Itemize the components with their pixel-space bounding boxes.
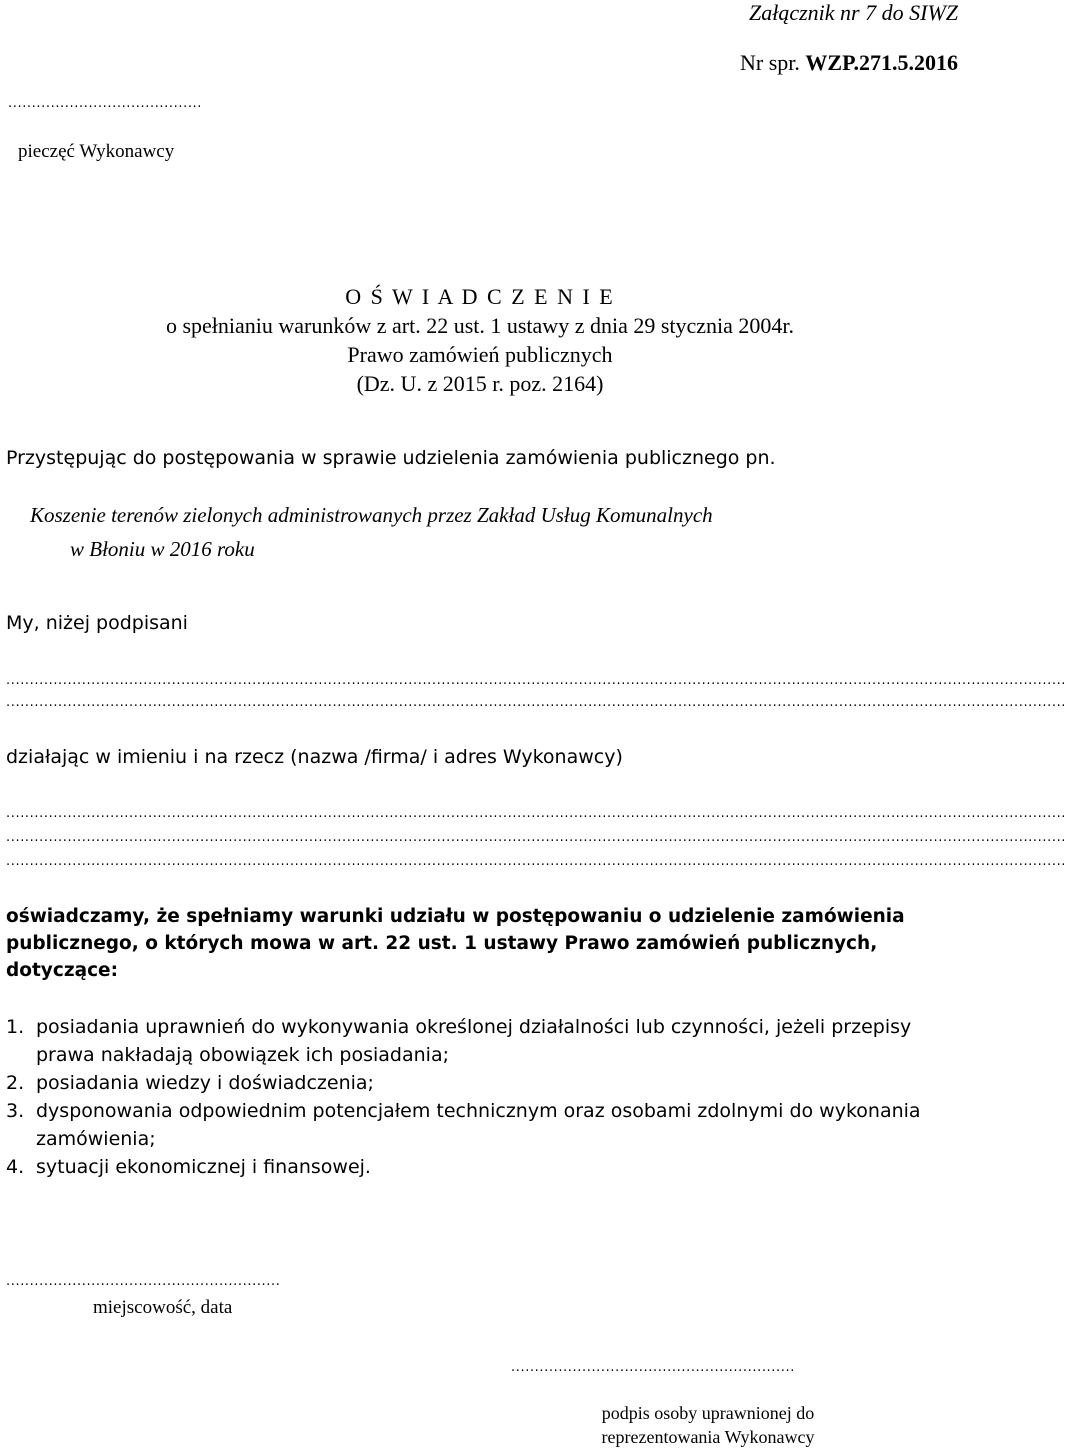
contractor-field-line-2[interactable]: ................................................................................................................................................................................................................................ <box>6 830 1066 845</box>
signatories-label: My, niżej podpisani <box>6 612 188 634</box>
place-date-label: miejscowość, data <box>93 1297 233 1318</box>
condition-item <box>6 1097 946 1153</box>
stamp-label: pieczęć Wykonawcy <box>18 141 175 162</box>
signature-field[interactable]: ............................................................ <box>511 1360 795 1375</box>
condition-number: 2. <box>6 1072 25 1094</box>
condition-text: dysponowania odpowiednim potencjałem technicznym oraz osobami zdolnymi do wykonania zamówienia; <box>36 1100 921 1150</box>
case-reference-number: WZP.271.5.2016 <box>805 50 958 75</box>
condition-number: 1. <box>6 1016 25 1038</box>
title-statute-line: o spełnianiu warunków z art. 22 ust. 1 ustawy z dnia 29 stycznia 2004r. <box>165 313 795 338</box>
condition-text: posiadania uprawnień do wykonywania określonej działalności lub czynności, jeżeli przepisy prawa nakładają obowiązek ich posiadania; <box>36 1016 912 1066</box>
document-title: O Ś W I A D C Z E N I E <box>345 284 615 309</box>
condition-number: 3. <box>6 1100 25 1122</box>
contractor-field-line-1[interactable]: ................................................................................................................................................................................................................................ <box>6 806 1066 821</box>
signature-label-line-1: podpis osoby uprawnionej do <box>601 1403 815 1423</box>
document-title-block <box>0 282 960 398</box>
condition-text: posiadania wiedzy i doświadczenia; <box>36 1072 374 1094</box>
condition-item <box>6 1069 946 1097</box>
signature-label <box>582 1401 834 1449</box>
stamp-dotted-line: ......................................... <box>8 96 203 111</box>
signatories-field-line-2[interactable]: ................................................................................................................................................................................................................................ <box>6 695 1066 710</box>
attachment-label: Załącznik nr 7 do SIWZ <box>749 0 958 25</box>
acting-on-behalf-label: działając w imieniu i na rzecz (nazwa /firma/ i adres Wykonawcy) <box>6 746 623 768</box>
title-journal-ref: (Dz. U. z 2015 r. poz. 2164) <box>356 371 604 396</box>
condition-item <box>6 1153 946 1181</box>
signatories-field-line-1[interactable]: ................................................................................................................................................................................................................................ <box>6 673 1066 688</box>
intro-text: Przystępując do postępowania w sprawie udzielenia zamówienia publicznego pn. <box>6 447 776 469</box>
declaration-text: oświadczamy, że spełniamy warunki udziału w postępowaniu o udzielenie zamówienia publicznego, o których mowa w art. 22 ust. 1 ustawy Prawo zamówień publicznych, dotyczące: <box>6 906 905 981</box>
signature-label-line-2: reprezentowania Wykonawcy <box>601 1427 815 1447</box>
subject-line-1: Koszenie terenów zielonych administrowanych przez Zakład Usług Komunalnych <box>30 503 713 527</box>
title-law-name: Prawo zamówień publicznych <box>347 342 613 367</box>
condition-text: sytuacji ekonomicznej i finansowej. <box>36 1156 371 1178</box>
condition-number: 4. <box>6 1156 25 1178</box>
place-date-field[interactable]: .......................................................... <box>6 1274 281 1289</box>
procurement-subject <box>30 498 713 566</box>
condition-item <box>6 1013 946 1069</box>
contractor-field-line-3[interactable]: ................................................................................................................................................................................................................................ <box>6 854 1066 869</box>
case-reference-prefix: Nr spr. <box>740 50 806 75</box>
subject-line-2: w Błoniu w 2016 roku <box>70 537 255 561</box>
case-reference <box>740 50 958 76</box>
conditions-list <box>6 1013 946 1181</box>
